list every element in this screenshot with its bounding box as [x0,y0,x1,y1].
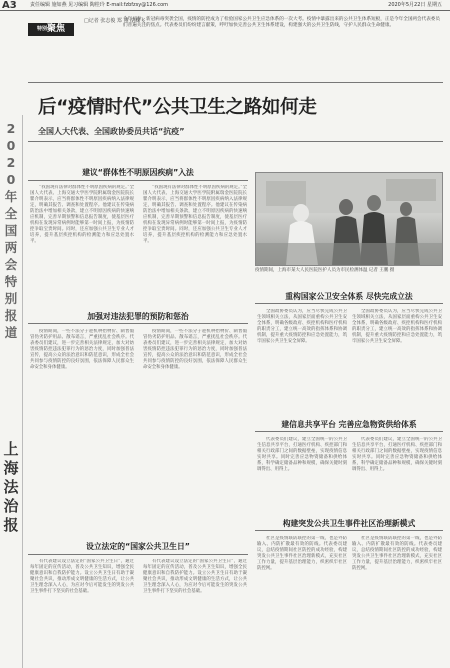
topic-main: 聚焦 [47,24,66,34]
sidebar-char: 国 [4,223,18,238]
subheadline: 全国人大代表、全国政协委员共话“抗疫” [38,127,185,136]
section-title-1: 建议“群体性不明原因疾病”入法 [82,168,194,177]
section-rule-4 [255,303,443,304]
section-body-5b: 代表委员们建议，建立全国统一的公共卫生信息共享平台，打通医疗机构、疾控部门和相关行政部门之间的数据壁垒，实现疫情信息实时共享。同时完善应急物资储备和供给体系，科学确定储备品种和规模，确保关键时刻调得出、用得上。 [352,437,442,472]
section-body-3b: 有代表建议设立法定的“国家公共卫生日”，通过每年固定的宣传活动，普及公共卫生知识，增强全民健康意识和自我防护能力。设立公共卫生日有助于凝聚社会共识，推动形成文明健康的生活方式，让公共卫生理念深入人心，为应对今后可能发生的突发公共卫生事件打下坚实的社会基础。 [143,559,247,594]
newspaper-logo [2,440,20,535]
issue-date: 2020年5月22日 星期五 [388,2,442,8]
news-photo [255,172,443,266]
top-rule [28,82,443,83]
sidebar-char: 会 [4,257,18,272]
section-rule-1 [28,180,248,181]
section-body-3a: 有代表建议设立法定的“国家公共卫生日”，通过每年固定的宣传活动，普及公共卫生知识，增强全民健康意识和自我防护能力。设立公共卫生日有助于凝聚社会共识，推动形成文明健康的生活方式，让公共卫生理念深入人心，为应对今后可能发生的突发公共卫生事件打下坚实的社会基础。 [30,559,134,594]
section-title-6: 构建突发公共卫生事件社区治理新模式 [282,519,416,528]
sidebar-char: 两 [4,240,18,255]
intro-paragraph: 今年初春，新冠病毒突袭全国，疫情的防控成为了检验国家公共卫生应急体系的一次大考。疫情中暴露出来的公共卫生体系短板，正是今年全国两会代表委员们普遍关注的焦点。代表委员们纷纷建言献策，呼吁加快完善公共卫生体系建设，构建强大的公共卫生防线，守护人民群众生命健康。 [123,17,440,29]
section-body-5a: 代表委员们建议，建立全国统一的公共卫生信息共享平台，打通医疗机构、疾控部门和相关行政部门之间的数据壁垒，实现疫情信息实时共享。同时完善应急物资储备和供给体系，科学确定储备品种和规模，确保关键时刻调得出、用得上。 [257,437,347,472]
section-rule-6 [255,530,443,531]
sidebar-char: 报 [4,308,18,323]
section-body-1b: “我国现有法律对群体性不明原因疾病的规定。”全国人大代表、上海交通大学医学院附属瑞金医院院长瞿介明表示，应当将群体性不明原因疾病纳入法律规定，明确其报告、调查和处置程序。他建议在传染病防治法中增加相关条款，建立不明原因疾病的快速响应机制，完善早期预警和信息报告制度，使基层医疗机构在发现异常病例时能够第一时间上报，为疫情防控争取宝贵时间。同时，还应加强公共卫生专业人才培养，提升基层疾控机构的检测能力和应急处置水平。 [143,185,247,244]
logo-char: 治 [3,497,19,515]
logo-char: 法 [3,478,19,496]
section-body-2a: 疫情期间，一些不法分子趁机哄抬物价、制售假冒伪劣防护用品、散布谣言，严重扰乱社会秩序。代表委员们建议，进一步完善相关法律规定，加大对妨害疫情防控违法犯罪行为的惩治力度，同时加强普法宣传，提高公众的法治意识和防范意识，形成全社会共同参与疫情防控的良好氛围，依法保障人民群众生命安全和身体健康。 [30,329,134,370]
sidebar-vertical-title [1,120,21,341]
photo-illustration [256,173,442,265]
section-body-2b: 疫情期间，一些不法分子趁机哄抬物价、制售假冒伪劣防护用品、散布谣言，严重扰乱社会秩序。代表委员们建议，进一步完善相关法律规定，加大对妨害疫情防控违法犯罪行为的惩治力度，同时加强普法宣传，提高公众的法治意识和防范意识，形成全社会共同参与疫情防控的良好氛围，依法保障人民群众生命安全和身体健康。 [143,329,247,370]
sidebar-char: 0 [6,138,16,153]
section-rule-3 [28,554,248,555]
topic-label [28,23,74,36]
sidebar-char: 2 [6,121,16,136]
headline: 后“疫情时代”公共卫生之路如何走 [38,97,317,118]
sidebar-char: 道 [4,325,18,340]
sidebar-char: 0 [6,172,16,187]
photo-caption: 疫情期间，上海市某大人民医院医护人员为市民检测体温 记者 王鹏 摄 [255,268,395,273]
section-rule-5 [255,431,443,432]
logo-char: 海 [3,459,19,477]
section-body-6b: 社区是疫情联防联控的第一线，也是外防输入、内防扩散最有效的防线。代表委员建议，总结疫情期间社区防控的成功经验，构建突发公共卫生事件社区治理新模式，充实社区工作力量，提升基层治理能力，织密织牢社区防控网。 [352,536,442,571]
page-number: A3 [2,0,17,11]
section-title-4: 重构国家公卫安全体系 尽快完成立法 [285,292,413,301]
headline-rule [28,141,443,142]
byline: □记者 张志俊 郑 翔 胡蝶飞 [84,18,146,24]
topic-pre: 特别 [36,26,47,32]
editor-info: 责任编辑 施如燕 见习编辑 陶桂玲 E-mail:fzbfzsy@126.com [30,2,169,8]
sidebar-char: 2 [6,155,16,170]
logo-char: 报 [3,516,19,534]
sidebar-char: 年 [4,189,18,204]
section-rule-2 [28,323,248,324]
section-title-2: 加强对违法犯罪的预防和惩治 [87,312,189,321]
section-title-3: 设立法定的“国家公共卫生日” [86,542,190,551]
section-title-5: 建信息共享平台 完善应急物资供给体系 [281,420,417,429]
sidebar-char: 别 [4,291,18,306]
section-body-4a: 全国政协委员认为，应当尽快完成公共卫生领域相关立法，从国家层面重构公共卫生安全体系，明确各级政府、疾控机构和医疗机构的职责分工，建立统一高效的指挥体系和协调机制，提升重大疫情防控和应急处置能力，筑牢国家公共卫生安全屏障。 [257,309,347,344]
section-body-1a: “我国现有法律对群体性不明原因疾病的规定。”全国人大代表、上海交通大学医学院附属瑞金医院院长瞿介明表示，应当将群体性不明原因疾病纳入法律规定，明确其报告、调查和处置程序。他建议在传染病防治法中增加相关条款，建立不明原因疾病的快速响应机制，完善早期预警和信息报告制度，使基层医疗机构在发现异常病例时能够第一时间上报，为疫情防控争取宝贵时间。同时，还应加强公共卫生专业人才培养，提升基层疾控机构的检测能力和应急处置水平。 [30,185,134,244]
sidebar-char: 特 [4,274,18,289]
section-body-4b: 全国政协委员认为，应当尽快完成公共卫生领域相关立法，从国家层面重构公共卫生安全体系，明确各级政府、疾控机构和医疗机构的职责分工，建立统一高效的指挥体系和协调机制，提升重大疫情防控和应急处置能力，筑牢国家公共卫生安全屏障。 [352,309,442,344]
section-body-6a: 社区是疫情联防联控的第一线，也是外防输入、内防扩散最有效的防线。代表委员建议，总结疫情期间社区防控的成功经验，构建突发公共卫生事件社区治理新模式，充实社区工作力量，提升基层治理能力，织密织牢社区防控网。 [257,536,347,571]
logo-char: 上 [3,440,19,458]
sidebar-char: 全 [4,206,18,221]
